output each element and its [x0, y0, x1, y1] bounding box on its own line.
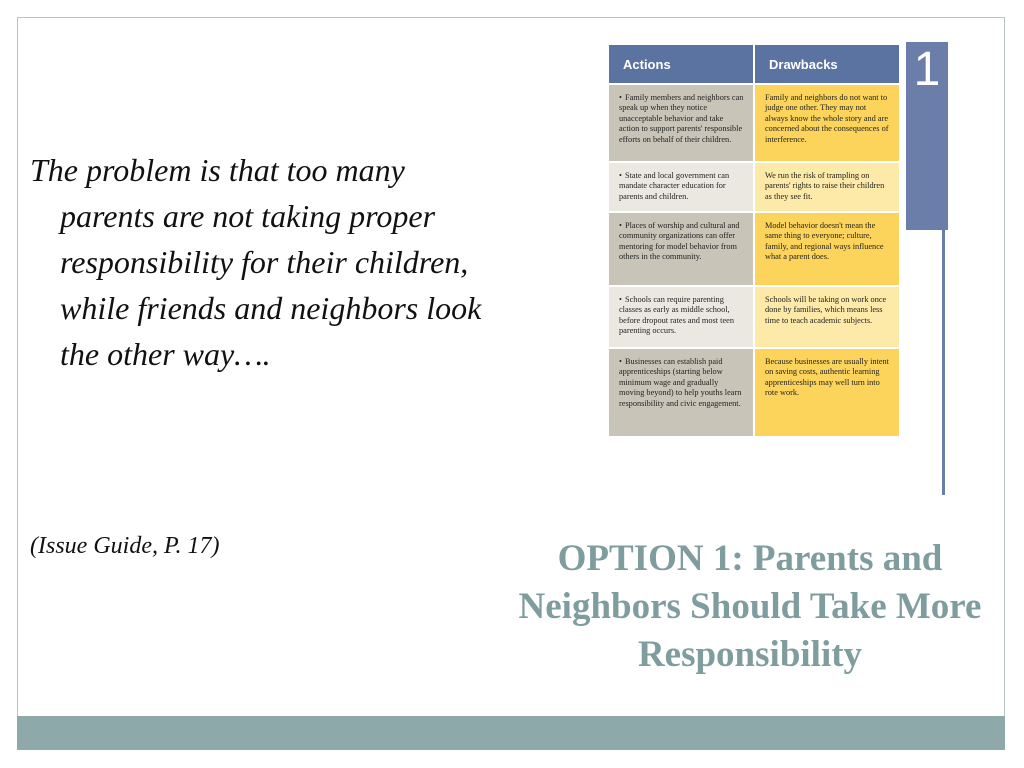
action-text: Businesses can establish paid apprenticeships (starting below minimum wage and gradually moving beyond) to help youths learn responsibility and civic engagement.	[619, 357, 742, 408]
drawbacks-header: Drawbacks	[754, 45, 899, 84]
option-number: 1	[913, 43, 941, 96]
action-text: Schools can require parenting classes as early as middle school, before dropout rates and most teen parenting occurs.	[619, 295, 734, 336]
footer-bar	[17, 716, 1005, 750]
drawback-cell: Family and neighbors do not want to judge one other. They may not always know the whole story and are concerned about the consequences of interference.	[754, 84, 899, 162]
action-cell: • Schools can require parenting classes as early as middle school, before dropout rates and most teen parenting occurs.	[609, 286, 754, 348]
option-table-figure	[609, 45, 899, 447]
action-text: Places of worship and cultural and community organizations can offer mentoring for model behavior from others in the community.	[619, 221, 740, 262]
table-row	[609, 348, 899, 436]
action-text: State and local government can mandate character education for parents and children.	[619, 171, 730, 201]
action-text: Family members and neighbors can speak up when they notice unacceptable behavior and take action to support parents' responsible efforts on behalf of their children.	[619, 93, 744, 144]
table-row	[609, 212, 899, 286]
option-number-tab	[906, 42, 948, 230]
tab-rule	[942, 230, 945, 495]
table-row	[609, 84, 899, 162]
drawback-cell: Because businesses are usually intent on saving costs, authentic learning apprenticeships may well turn into rote work.	[754, 348, 899, 436]
drawback-cell: We run the risk of trampling on parents' rights to raise their children as they see fit.	[754, 162, 899, 212]
drawback-cell: Model behavior doesn't mean the same thing to everyone; culture, family, and regional ways influence what a parent does.	[754, 212, 899, 286]
quote-text: The problem is that too many parents are not taking proper responsibility for their children, while friends and neighbors look the other way….	[30, 152, 482, 372]
actions-drawbacks-table	[609, 45, 899, 436]
actions-header: Actions	[609, 45, 754, 84]
table-row	[609, 286, 899, 348]
action-cell: • State and local government can mandate character education for parents and children.	[609, 162, 754, 212]
action-cell: • Family members and neighbors can speak up when they notice unacceptable behavior and take action to support parents' responsible efforts on behalf of their children.	[609, 84, 754, 162]
drawback-cell: Schools will be taking on work once done by families, which means less time to teach academic subjects.	[754, 286, 899, 348]
citation-text: (Issue Guide, P. 17)	[30, 533, 220, 559]
action-cell: • Businesses can establish paid apprenticeships (starting below minimum wage and gradually moving beyond) to help youths learn responsibility and civic engagement.	[609, 348, 754, 436]
action-cell: • Places of worship and cultural and community organizations can offer mentoring for model behavior from others in the community.	[609, 212, 754, 286]
slide-title: OPTION 1: Parents and Neighbors Should Take More Responsibility	[518, 538, 982, 675]
table-row	[609, 162, 899, 212]
